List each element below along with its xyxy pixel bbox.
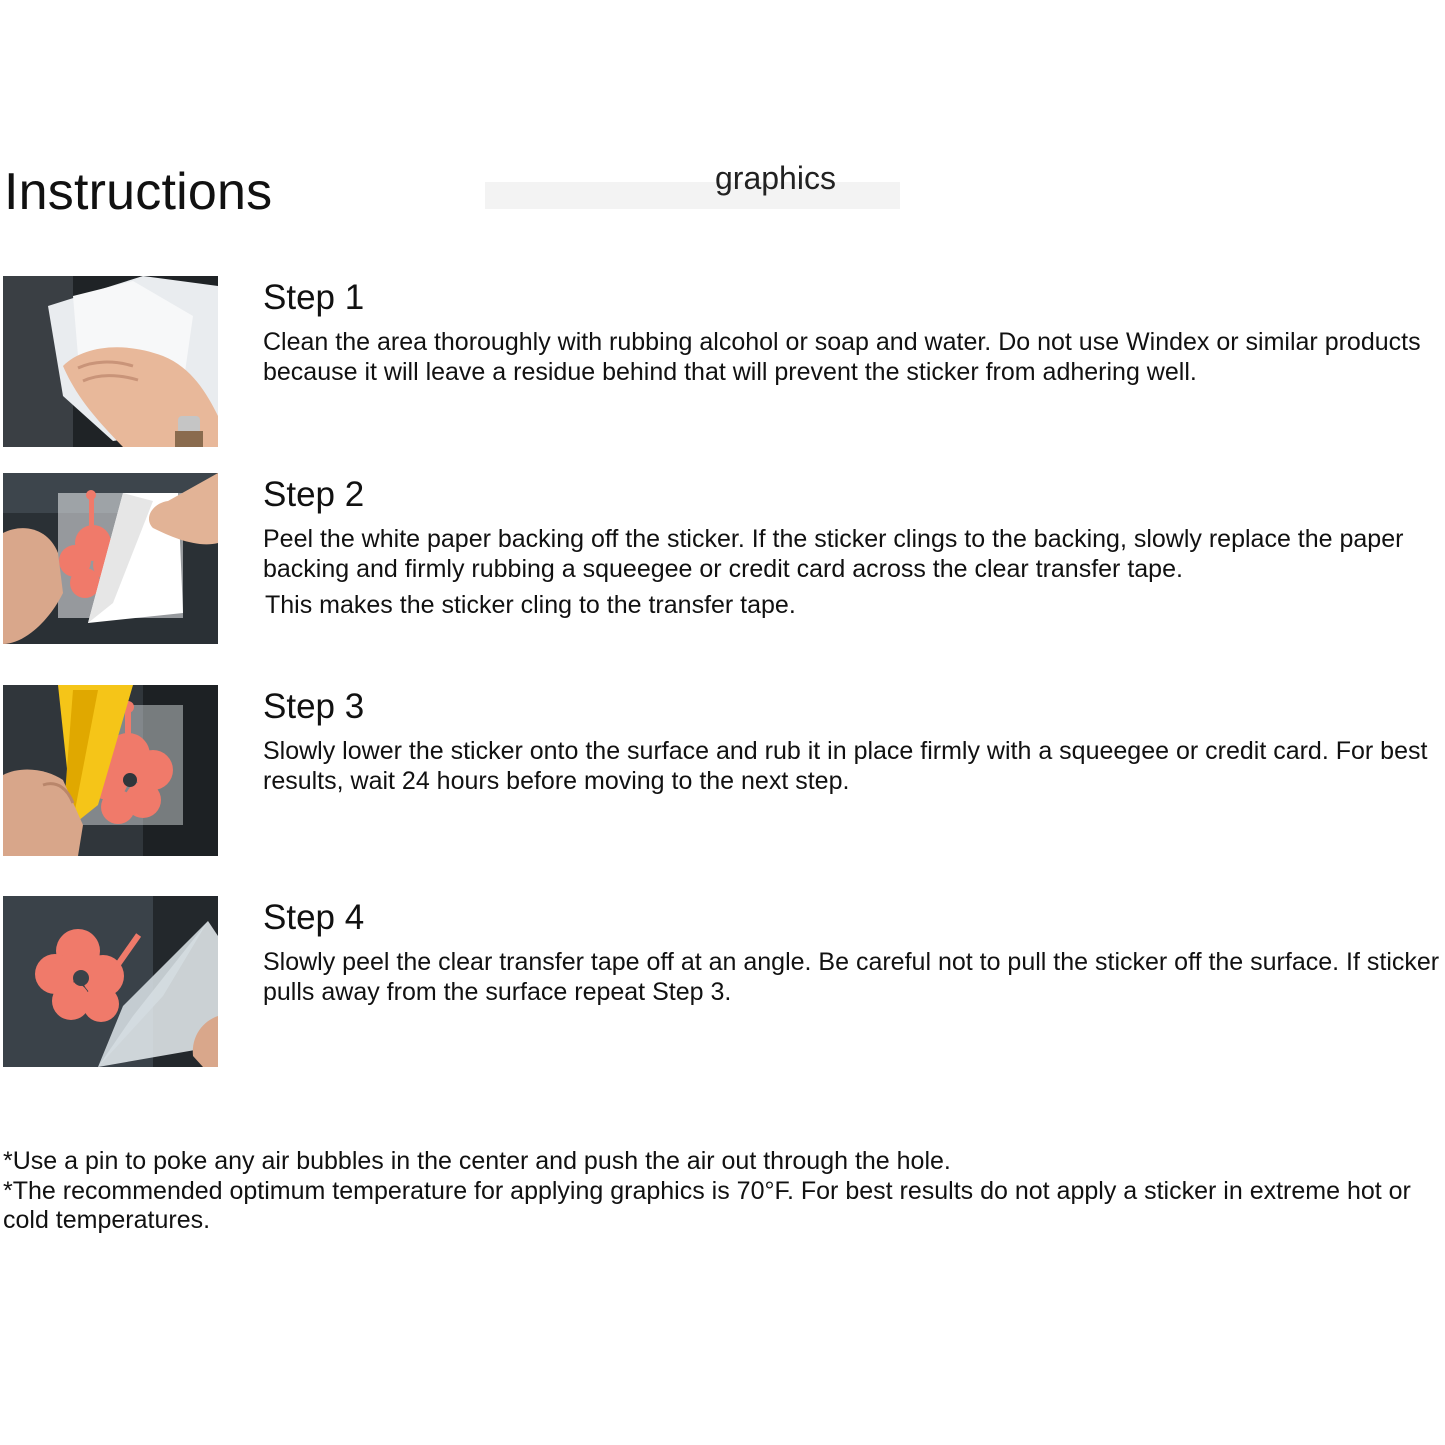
step-4-photo bbox=[3, 896, 218, 1067]
step-3-heading: Step 3 bbox=[263, 687, 365, 726]
step-1-photo bbox=[3, 276, 218, 447]
step-2-photo bbox=[3, 473, 218, 644]
cropped-banner bbox=[485, 160, 900, 209]
step-2-extra: This makes the sticker cling to the transfer tape. bbox=[265, 591, 796, 619]
step-4-heading: Step 4 bbox=[263, 898, 365, 937]
page-title: Instructions bbox=[4, 163, 273, 221]
step-2-heading: Step 2 bbox=[263, 475, 365, 514]
note-temperature: *The recommended optimum temperature for applying graphics is 70°F. For best results do not apply a sticker in extreme hot or cold temperatures. bbox=[3, 1176, 1411, 1234]
step-2-body: Peel the white paper backing off the sticker. If the sticker clings to the backing, slowly replace the paper backing and firmly rubbing a squeegee or credit card across the clear transfer tape. bbox=[263, 525, 1404, 583]
note-air-bubbles: *Use a pin to poke any air bubbles in the center and push the air out through the hole. bbox=[3, 1147, 951, 1175]
step-3-photo bbox=[3, 685, 218, 856]
cropped-banner-text: graphics bbox=[715, 160, 836, 196]
peel-tape-image bbox=[3, 896, 218, 1067]
squeegee-image bbox=[3, 685, 218, 856]
cloth-wipe-image bbox=[3, 276, 218, 447]
step-1-body: Clean the area thoroughly with rubbing alcohol or soap and water. Do not use Windex or similar products because it will leave a residue behind that will prevent the sticker from adhering well. bbox=[263, 328, 1421, 386]
notes bbox=[3, 1147, 1443, 1236]
step-1-heading: Step 1 bbox=[263, 278, 365, 317]
peel-backing-image bbox=[3, 473, 218, 644]
step-3-body: Slowly lower the sticker onto the surface and rub it in place firmly with a squeegee or credit card. For best results, wait 24 hours before moving to the next step. bbox=[263, 737, 1428, 795]
step-4-body: Slowly peel the clear transfer tape off at an angle. Be careful not to pull the sticker off the surface. If sticker pulls away from the surface repeat Step 3. bbox=[263, 948, 1440, 1006]
